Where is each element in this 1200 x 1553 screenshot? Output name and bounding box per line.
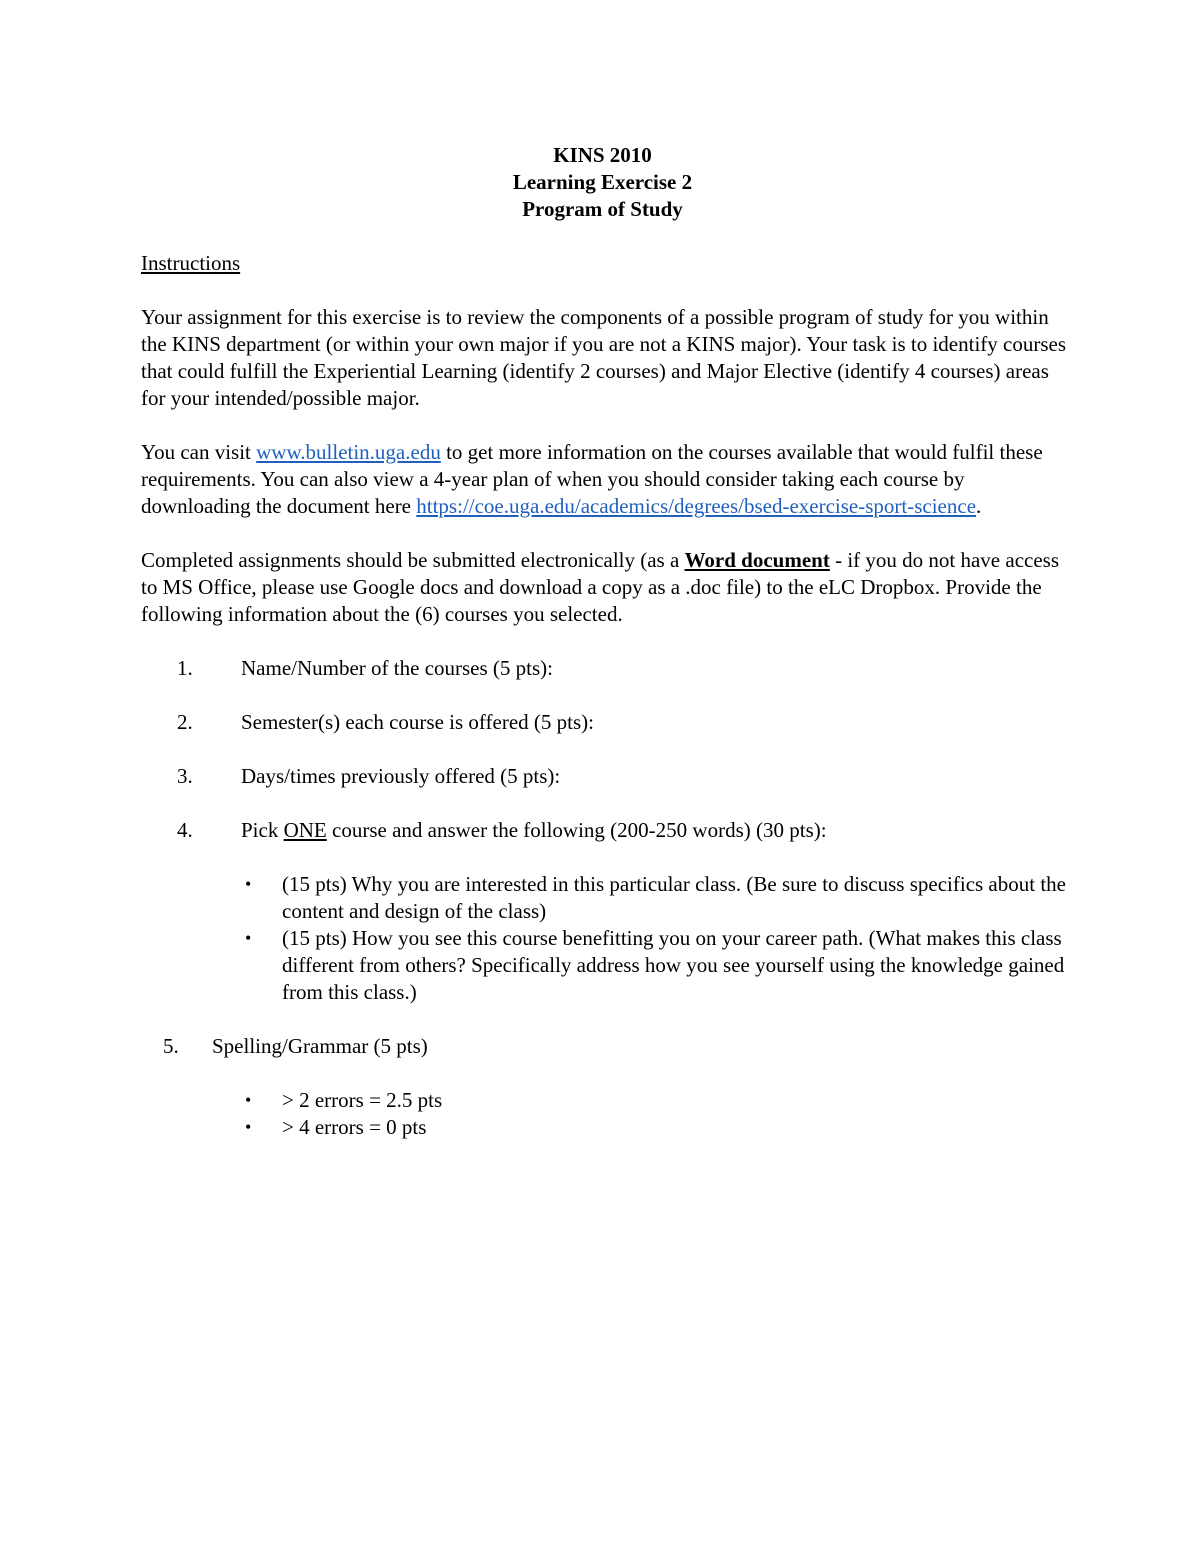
bullet-icon: • (245, 1090, 252, 1110)
title-block (139, 142, 1066, 223)
program-title: Program of Study (522, 197, 683, 221)
submission-paragraph (141, 547, 1066, 628)
list-item-text: Days/times previously offered (5 pts): (241, 764, 561, 788)
item5-bullet-list (141, 1087, 1066, 1141)
bullet-item (245, 1114, 1066, 1141)
resources-text-post: . (976, 494, 982, 518)
bullet-text: (15 pts) How you see this course benefitting you on your career path. (What makes this class different from others? Specifically address how you see yourself using the knowledge gained from this class.) (282, 926, 1065, 1004)
bullet-text: > 4 errors = 0 pts (282, 1115, 427, 1139)
bullet-icon: • (245, 874, 252, 894)
bullet-text: > 2 errors = 2.5 pts (282, 1088, 443, 1112)
bullet-icon: • (245, 928, 252, 948)
list-item-3 (141, 763, 1066, 790)
item4-bullet-list (141, 871, 1066, 1006)
bullet-text: (15 pts) Why you are interested in this particular class. (Be sure to discuss specifics about the content and design of the class) (282, 872, 1066, 923)
list-item-text-pre: Pick (241, 818, 284, 842)
list-number: 4. (177, 818, 193, 842)
list-item-text: Name/Number of the courses (5 pts): (241, 656, 553, 680)
resources-text-mid: to get more information on the courses available that would fulfil these requirements. You can also view a 4-year plan of when you should consider taking each course by downloading the document here (141, 440, 1043, 518)
course-title: KINS 2010 (553, 143, 652, 167)
list-item-5 (141, 1033, 1066, 1060)
bullet-item (245, 871, 1066, 925)
list-number: 3. (177, 764, 193, 788)
list-item-text: Spelling/Grammar (5 pts) (212, 1034, 428, 1058)
word-document-emphasis: Word document (684, 548, 830, 572)
list-number: 2. (177, 710, 193, 734)
submission-text-pre: Completed assignments should be submitted electronically (as a (141, 548, 685, 572)
list-item-2 (141, 709, 1066, 736)
document-page (141, 142, 1066, 1141)
list-item-text-post: course and answer the following (200-250 words) (30 pts): (326, 818, 827, 842)
resources-paragraph (141, 439, 1066, 520)
exercise-title: Learning Exercise 2 (512, 170, 693, 194)
bullet-icon: • (245, 1117, 252, 1137)
one-emphasis: ONE (283, 818, 327, 842)
instructions-heading: Instructions (141, 251, 241, 275)
bulletin-link[interactable]: www.bulletin.uga.edu (256, 440, 441, 464)
list-item-text: Semester(s) each course is offered (5 pts): (241, 710, 594, 734)
assignment-paragraph: Your assignment for this exercise is to review the components of a possible program of study for you within the KINS department (or within your own major if you are not a KINS major). Your task is to identify courses that could fulfill the Experiential Learning (identify 2 courses) and Major Elective (identify 4 courses) areas for your intended/possible major. (141, 305, 1067, 410)
submission-text-post: - if you do not have access to MS Office, please use Google docs and download a copy as a .doc file) to the eLC Dropbox. Provide the following information about the (6) courses you selected. (141, 548, 1060, 626)
coe-plan-link[interactable]: https://coe.uga.edu/academics/degrees/bsed-exercise-sport-science (416, 494, 977, 518)
list-item-4 (141, 817, 1066, 844)
list-number: 5. (163, 1034, 179, 1058)
bullet-item (245, 1087, 1066, 1114)
resources-text-pre: You can visit (141, 440, 257, 464)
list-number: 1. (177, 656, 193, 680)
bullet-item (245, 925, 1066, 1006)
list-item-1 (141, 655, 1066, 682)
